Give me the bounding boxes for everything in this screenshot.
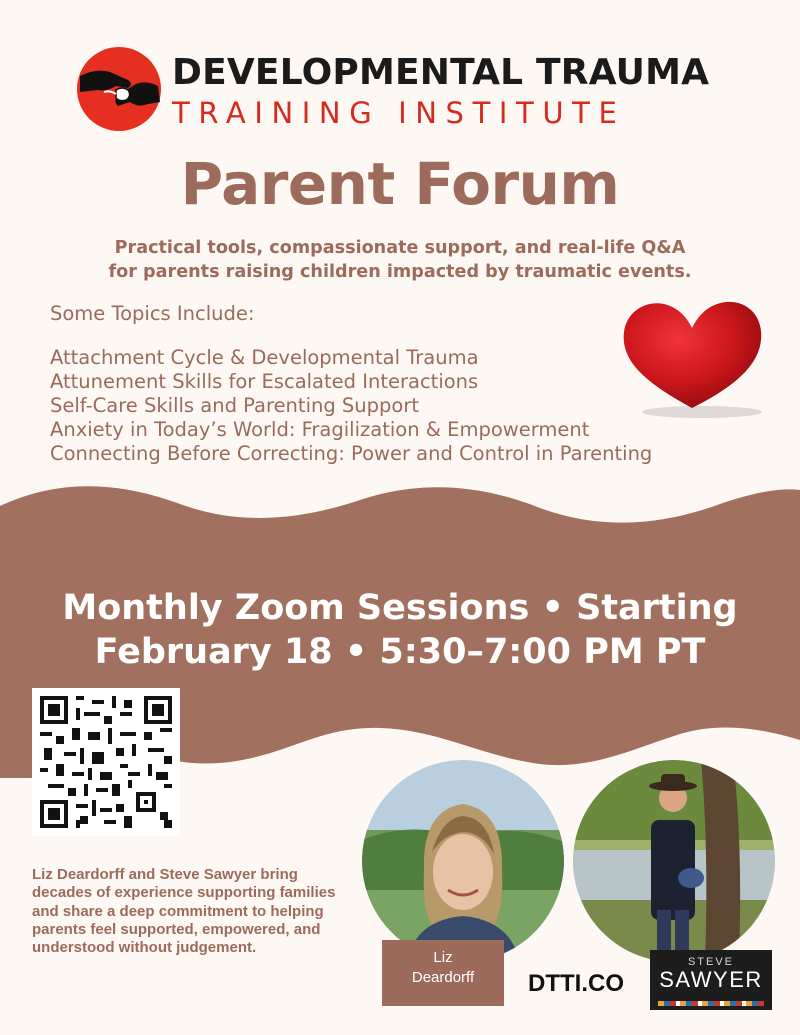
page-title: Parent Forum [180,150,620,218]
topic-item: Anxiety in Today’s World: Fragilization & Empowerment [50,418,590,441]
website-link[interactable]: DTTI.CO [528,970,624,997]
steve-last-name: SAWYER [659,967,763,992]
decorative-stripe [658,1001,764,1006]
subtitle [0,236,800,284]
sessions-line2: February 18 • 5:30–7:00 PM PT [94,632,706,672]
topics-list [50,346,652,466]
qr-code-icon [40,696,172,828]
steve-name-tag [650,950,772,1010]
liz-first-name: Liz [433,949,453,966]
topic-item: Attunement Skills for Escalated Interactions [50,370,479,393]
subtitle-line2: for parents raising children impacted by traumatic events. [108,262,692,282]
sessions-banner [0,586,800,674]
topic-item: Connecting Before Correcting: Power and Control in Parenting [50,442,653,465]
brand-name-line1: DEVELOPMENTAL TRAUMA [172,52,710,93]
liz-name-tag [382,940,504,1006]
topics-heading: Some Topics Include: [50,302,255,325]
steve-sawyer-photo [573,760,775,962]
steve-first-name: STEVE [687,956,735,968]
sessions-line1: Monthly Zoom Sessions • Starting [62,588,738,628]
topic-item: Self-Care Skills and Parenting Support [50,394,420,417]
liz-last-name: Deardorff [411,969,475,986]
topic-item: Attachment Cycle & Developmental Trauma [50,346,479,369]
brand-name-line2: TRAINING INSTITUTE [172,96,626,130]
subtitle-line1: Practical tools, compassionate support, and real-life Q&A [114,238,686,258]
presenters-bio: Liz Deardorff and Steve Sawyer bring decades of experience supporting families and share a deep commitment to helping parents feel supported, empowered, and understood without judgement. [32,866,336,957]
heart-icon [612,290,772,420]
logo-hands-icon [76,46,162,132]
liz-deardorff-photo [362,760,564,962]
qr-code[interactable] [32,688,180,836]
